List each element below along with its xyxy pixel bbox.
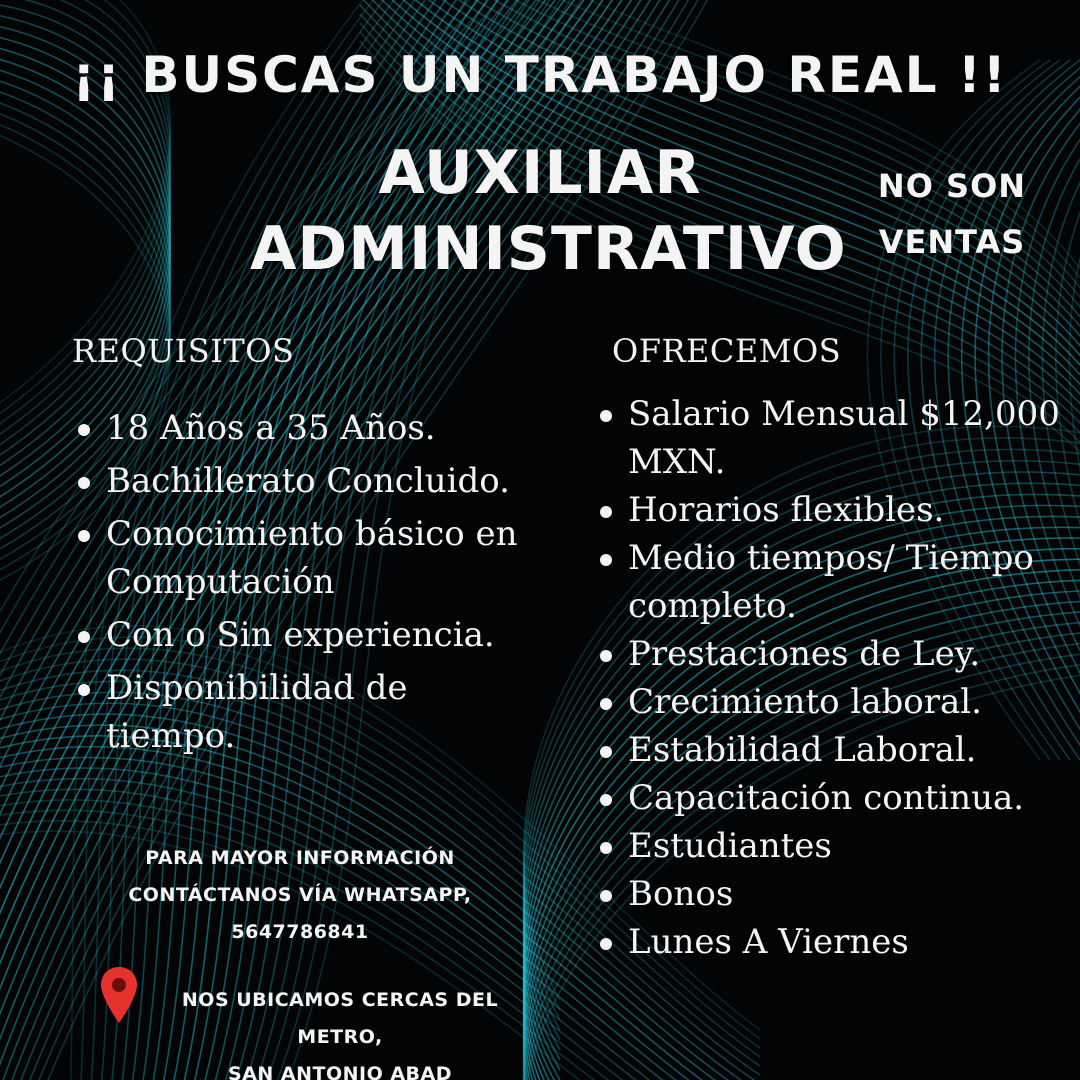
offer-item: Estabilidad Laboral. <box>594 726 1064 774</box>
no-sales-badge <box>872 158 1032 270</box>
headline: ¡¡ BUSCAS UN TRABAJO REAL !! <box>72 46 1008 104</box>
contact-info <box>110 840 490 951</box>
offer-item: Lunes A Viernes <box>594 918 1064 966</box>
offer-item: Crecimiento laboral. <box>594 678 1064 726</box>
requirement-item: Con o Sin experiencia. <box>72 611 532 659</box>
job-title-line2: ADMINISTRATIVO <box>250 214 847 284</box>
offer-item: Estudiantes <box>594 822 1064 870</box>
contact-line1: PARA MAYOR INFORMACIÓN <box>145 847 455 869</box>
requirements-title: REQUISITOS <box>72 332 295 370</box>
location-line2: SAN ANTONIO ABAD <box>227 1063 453 1080</box>
offers-title: OFRECEMOS <box>612 332 842 370</box>
requirement-item: 18 Años a 35 Años. <box>72 404 532 452</box>
offer-item: Bonos <box>594 870 1064 918</box>
contact-phone[interactable]: 5647786841 <box>231 921 369 943</box>
location-info <box>140 982 540 1080</box>
offer-item: Horarios flexibles. <box>594 486 1064 534</box>
no-sales-line2: VENTAS <box>878 223 1026 261</box>
job-title-line1: AUXILIAR <box>378 138 702 208</box>
offer-item: Capacitación continua. <box>594 774 1064 822</box>
location-line1: NOS UBICAMOS CERCAS DEL METRO, <box>181 989 499 1048</box>
requirement-item: Bachillerato Concluido. <box>72 457 532 505</box>
offer-item: Salario Mensual $12,000 MXN. <box>594 390 1064 486</box>
requirements-list <box>72 404 532 765</box>
offers-list <box>594 390 1064 966</box>
contact-line2: CONTÁCTANOS VÍA WHATSAPP, <box>128 884 472 906</box>
no-sales-line1: NO SON <box>877 167 1027 205</box>
requirement-item: Disponibilidad de tiempo. <box>72 664 532 760</box>
location-pin-icon <box>99 965 139 1025</box>
offer-item: Prestaciones de Ley. <box>594 630 1064 678</box>
offer-item: Medio tiempos/ Tiempo completo. <box>594 534 1064 630</box>
requirement-item: Conocimiento básico en Computación <box>72 510 532 606</box>
